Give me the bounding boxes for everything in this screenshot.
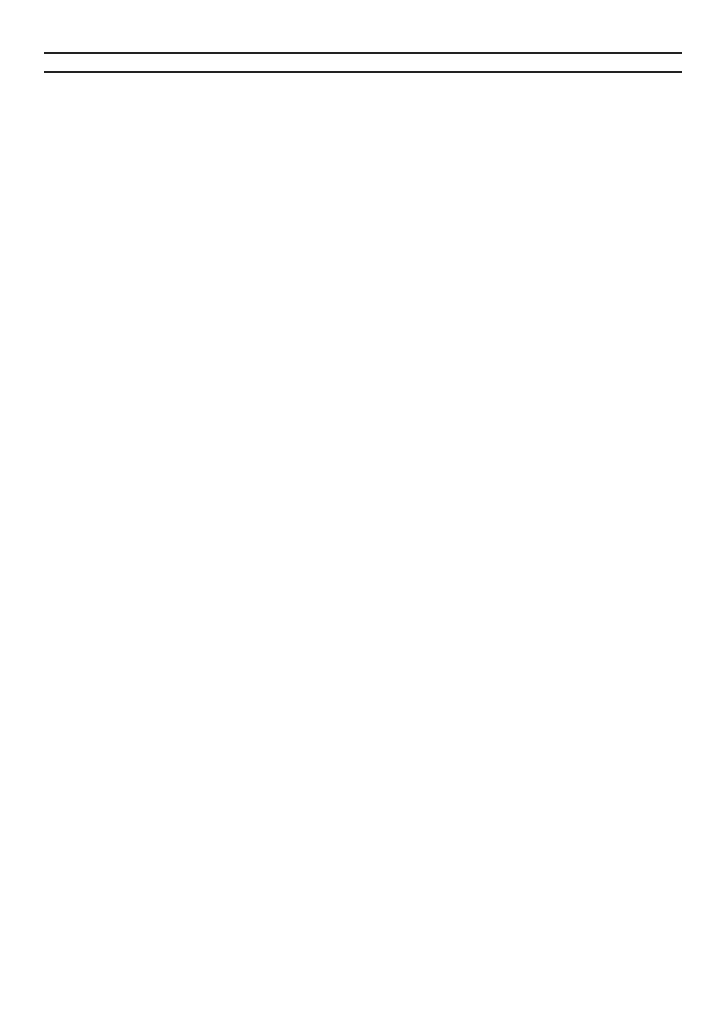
technical-proficiencies-heading <box>44 49 682 54</box>
academic-credentials-heading <box>44 68 682 73</box>
resume-page <box>44 43 682 83</box>
